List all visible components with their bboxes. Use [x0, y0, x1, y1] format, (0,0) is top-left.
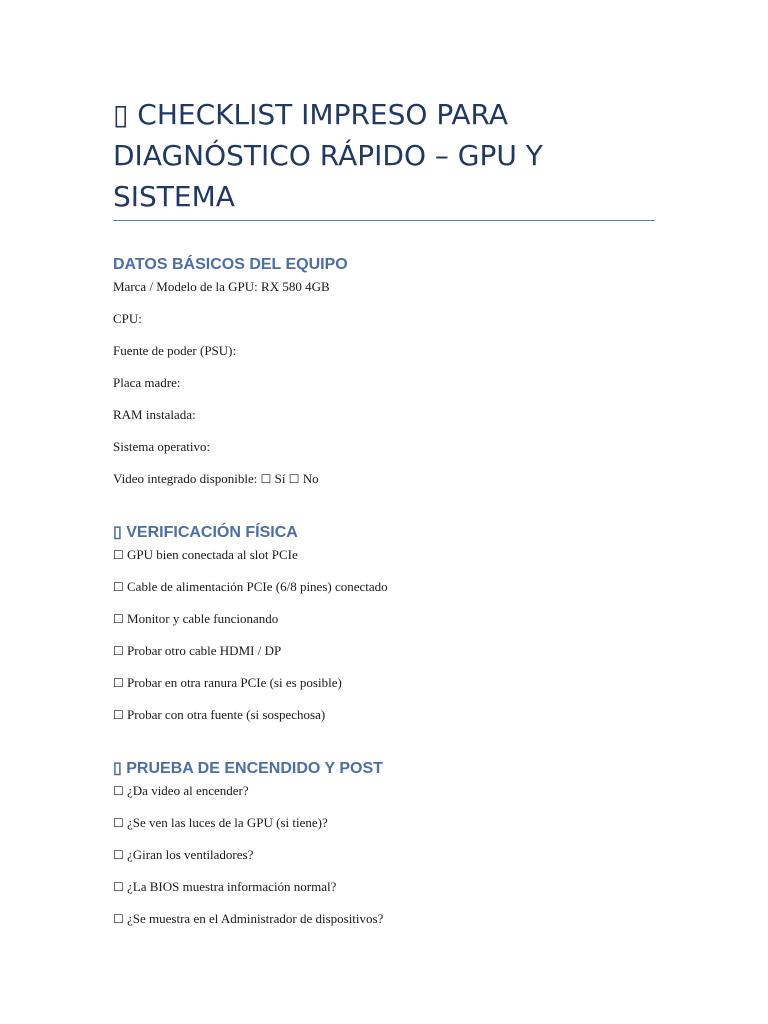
check-item-label: Cable de alimentación PCIe (6/8 pines) conectado	[123, 579, 388, 594]
check-item	[113, 547, 298, 563]
check-item	[113, 783, 249, 799]
checkbox-yes[interactable]: ☐	[260, 472, 272, 486]
checkbox[interactable]: ☐	[113, 708, 124, 722]
check-item	[113, 579, 388, 595]
option-no-label: No	[299, 471, 319, 486]
check-item	[113, 911, 383, 927]
field-gpu: Marca / Modelo de la GPU: RX 580 4GB	[113, 279, 330, 294]
check-item	[113, 879, 336, 895]
checkbox[interactable]: ☐	[113, 612, 124, 626]
check-item-label: ¿Da video al encender?	[123, 783, 249, 798]
check-item	[113, 611, 278, 627]
field-ram: RAM instalada:	[113, 407, 196, 422]
checkbox[interactable]: ☐	[113, 784, 124, 798]
check-item	[113, 707, 325, 723]
field-os: Sistema operativo:	[113, 439, 211, 454]
section-heading-post: ▯ PRUEBA DE ENCENDIDO Y POST	[113, 760, 383, 777]
section-heading-datos: DATOS BÁSICOS DEL EQUIPO	[113, 256, 348, 273]
section-heading-fisica: ▯ VERIFICACIÓN FÍSICA	[113, 524, 298, 541]
check-item-label: GPU bien conectada al slot PCIe	[123, 547, 298, 562]
checkbox[interactable]: ☐	[113, 676, 124, 690]
checkbox[interactable]: ☐	[113, 644, 124, 658]
check-item-label: ¿Se ven las luces de la GPU (si tiene)?	[123, 815, 328, 830]
field-psu: Fuente de poder (PSU):	[113, 343, 237, 358]
check-item-label: ¿La BIOS muestra información normal?	[123, 879, 337, 894]
checkbox[interactable]: ☐	[113, 912, 124, 926]
checkbox[interactable]: ☐	[113, 816, 124, 830]
check-item	[113, 815, 328, 831]
checkbox[interactable]: ☐	[113, 548, 124, 562]
check-item-label: ¿Giran los ventiladores?	[123, 847, 254, 862]
check-item	[113, 643, 281, 659]
checkbox[interactable]: ☐	[113, 848, 124, 862]
title-underline	[113, 220, 655, 221]
option-yes-label: Sí	[271, 471, 289, 486]
check-item-label: Probar con otra fuente (si sospechosa)	[123, 707, 326, 722]
integrated-video-label: Video integrado disponible:	[113, 471, 261, 486]
check-item-label: Probar en otra ranura PCIe (si es posible)	[123, 675, 342, 690]
checkbox[interactable]: ☐	[113, 880, 124, 894]
field-cpu: CPU:	[113, 311, 142, 326]
document-title: ▯ CHECKLIST IMPRESO PARA DIAGNÓSTICO RÁPIDO – GPU Y SISTEMA	[113, 98, 543, 213]
checkbox-no[interactable]: ☐	[288, 472, 300, 486]
checkbox[interactable]: ☐	[113, 580, 124, 594]
check-item	[113, 675, 342, 691]
field-integrated-video	[113, 471, 319, 487]
check-item	[113, 847, 253, 863]
field-motherboard: Placa madre:	[113, 375, 181, 390]
check-item-label: ¿Se muestra en el Administrador de dispositivos?	[123, 911, 384, 926]
check-item-label: Monitor y cable funcionando	[123, 611, 279, 626]
check-item-label: Probar otro cable HDMI / DP	[123, 643, 282, 658]
